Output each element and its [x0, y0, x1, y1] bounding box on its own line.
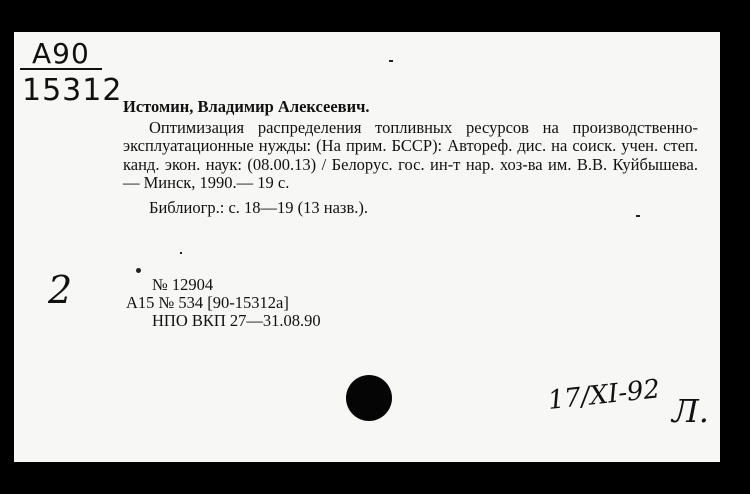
- handwritten-initial: Л.: [672, 392, 709, 430]
- registration-block: [126, 276, 321, 330]
- speck: [136, 268, 141, 273]
- registration-code: А15 № 534 [90-15312а]: [126, 293, 289, 312]
- handwritten-date: 17/XI-92: [546, 374, 662, 416]
- punch-hole: [346, 375, 392, 421]
- bibliographic-entry: [123, 98, 698, 217]
- handwritten-left-mark: 2: [48, 268, 73, 312]
- bibliography-note: Библиогр.: с. 18—19 (13 назв.).: [149, 197, 368, 217]
- shelf-mark-line1: А90: [20, 40, 102, 70]
- speck: [389, 60, 393, 62]
- speck: [180, 252, 182, 254]
- title-description: Оптимизация распределения топливных ресурсов на производственно-эксплуатационные нужды: (На прим. БССР): Автореф. дис. на соиск. учен. степ. канд. экон. наук: (08.00.13) / Белорус. гос. ин-т нар. хоз-ва им. В.В. Куйбышева.— Минск, 1990.— 19 с.: [123, 117, 698, 192]
- author-heading: Истомин, Владимир Алексеевич.: [123, 97, 370, 116]
- shelf-mark: [20, 37, 123, 108]
- registration-number: № 12904: [152, 275, 214, 294]
- registration-org: НПО ВКП 27—31.08.90: [152, 311, 321, 330]
- shelf-mark-line2: 15312: [22, 73, 123, 108]
- speck: [636, 215, 640, 217]
